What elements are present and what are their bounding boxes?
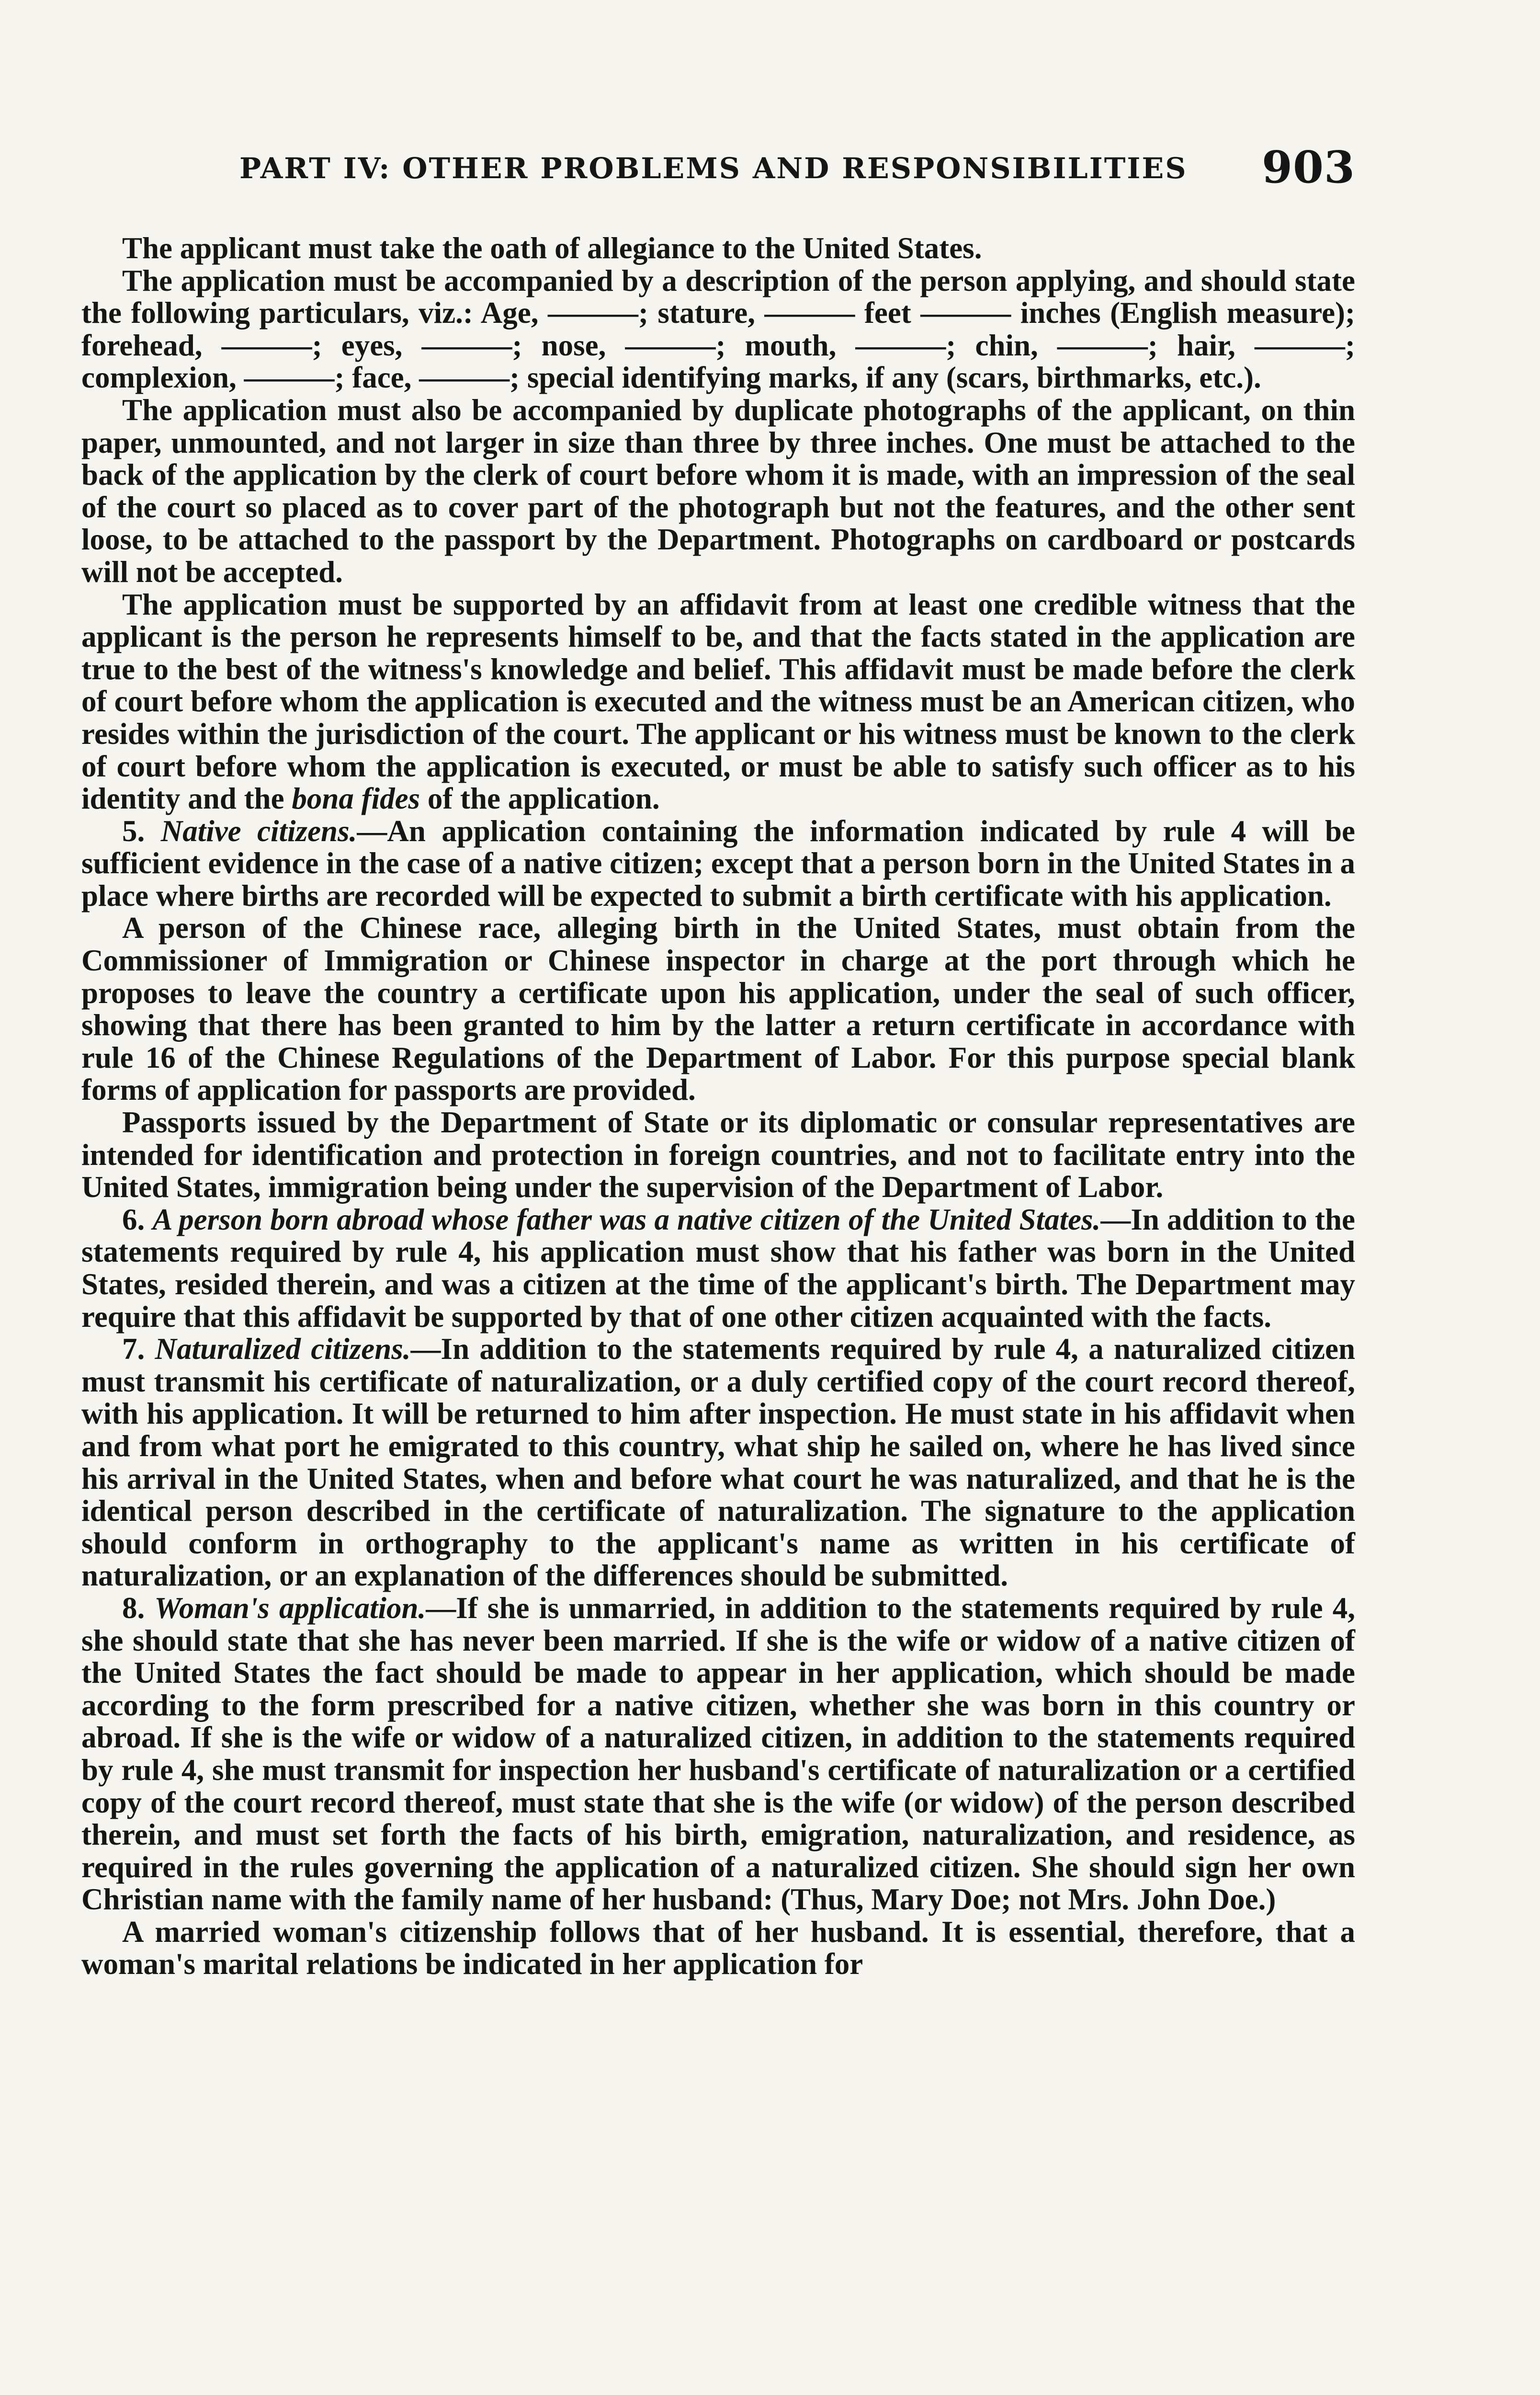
rule-paragraph: 7. Naturalized citizens.—In addition to the statements required by rule 4, a naturalized citizen must transmit his certificate of naturalization, or a duly certified copy of the court record thereof, with his application. It will be returned to him after inspection. He must state in his affidavit when and from what port he emigrated to this country, what ship he sailed on, where he has lived since his arrival in the United States, when and before what court he was naturalized, and that he is the identical person described in the certificate of naturalization. The signature to the application should conform in orthography to the applicant's name as written in his certificate of naturalization, or an explanation of the differences should be submitted. <box>81 1332 1356 1593</box>
rule-paragraph: 8. Woman's application.—If she is unmarried, in addition to the statements required by rule 4, she should state that she has never been married. If she is the wife or widow of a native citizen of the United States the fact should be made to appear in her application, which should be made according to the form prescribed for a native citizen, whether she was born in this country or abroad. If she is the wife or widow of a naturalized citizen, in addition to the statements required by rule 4, she must transmit for inspection her husband's certificate of naturalization or a certified copy of the court record thereof, must state that she is the wife (or widow) of the person described therein, and must set forth the facts of his birth, emigration, naturalization, and residence, as required in the rules governing the application of a naturalized citizen. She should sign her own Christian name with the family name of her husband: (Thus, Mary Doe; not Mrs. John Doe.) <box>81 1591 1355 1916</box>
paragraph: The application must be accompanied by a description of the person applying, and should state the following particulars, viz.: Age, ———; stature, ——— feet ——— inches (English measure); forehead, ———; eyes, ———; nose, ———; mouth, ———; chin, ———; hair, ———; complexion, ———; face, ———; special identifying marks, if any (scars, birthmarks, etc.). <box>81 263 1355 395</box>
body-text <box>81 232 1355 1981</box>
paragraph: The application must also be accompanied by duplicate photographs of the applicant, on thin paper, unmounted, and not larger in size than three by three inches. One must be attached to the back of the application by the clerk of court before whom it is made, with an impression of the seal of the court so placed as to cover part of the photograph but not the features, and the other sent loose, to be attached to the passport by the Department. Photographs on cardboard or postcards will not be accepted. <box>81 393 1355 589</box>
running-head: PART IV: OTHER PROBLEMS AND RESPONSIBILITIES <box>239 152 1188 185</box>
paragraph: The application must be supported by an affidavit from at least one credible witness that the applicant is the person he represents himself to be, and that the facts stated in the application are true to the best of the witness's knowledge and belief. This affidavit must be made before the clerk of court before whom the application is executed and the witness must be an American citizen, who resides within the jurisdiction of the court. The applicant or his witness must be known to the clerk of court before whom the application is executed, or must be able to satisfy such officer as to his identity and the bona fides of the application. <box>81 587 1355 816</box>
paragraph: Passports issued by the Department of State or its diplomatic or consular representatives are intended for identification and protection in foreign countries, and not to facilitate entry into the United States, immigration being under the supervision of the Department of Labor. <box>81 1106 1355 1204</box>
italic-term: bona fides <box>292 782 420 816</box>
rule-heading: A person born abroad whose father was a native citizen of the United States. <box>152 1202 1101 1236</box>
rule-heading: Naturalized citizens. <box>155 1332 411 1366</box>
rule-paragraph: 5. Native citizens.—An application containing the information indicated by rule 4 will be sufficient evidence in the case of a native citizen; except that a person born in the United States in a place where births are recorded will be expected to submit a birth certificate with his application. <box>81 814 1355 912</box>
paragraph: A person of the Chinese race, alleging birth in the United States, must obtain from the Commissioner of Immigration or Chinese inspector in charge at the port through which he proposes to leave the country a certificate upon his application, under the seal of such officer, showing that there has been granted to him by the latter a return certificate in accordance with rule 16 of the Chinese Regulations of the Department of Labor. For this purpose special blank forms of application for passports are provided. <box>81 911 1355 1107</box>
paragraph: The applicant must take the oath of allegiance to the United States. <box>122 231 982 265</box>
page-header <box>81 141 1355 199</box>
rule-paragraph: 6. A person born abroad whose father was a native citizen of the United States.—In addition to the statements required by rule 4, his application must show that his father was born in the United States, resided therein, and was a citizen at the time of the applicant's birth. The Department may require that this affidavit be supported by that of one other citizen acquainted with the facts. <box>81 1202 1355 1334</box>
rule-heading: Woman's application. <box>154 1591 426 1625</box>
rule-heading: Native citizens. <box>160 814 357 848</box>
page-number: 903 <box>1261 141 1355 193</box>
paragraph: A married woman's citizenship follows that of her husband. It is essential, therefore, that a woman's marital relations be indicated in her application for <box>81 1915 1355 1981</box>
book-page <box>81 0 1355 2395</box>
